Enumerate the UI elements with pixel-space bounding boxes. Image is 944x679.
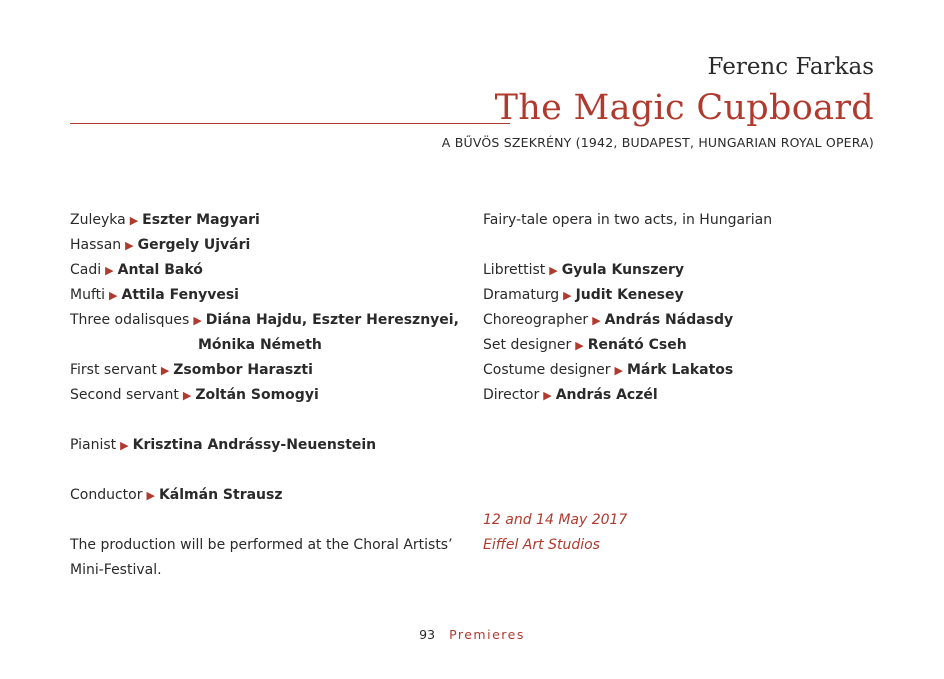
triangle-right-icon: ▶ [160,364,170,377]
cast-row [70,358,450,383]
title-rule [70,123,510,124]
crew-row [483,383,883,408]
performer-name: Diána Hajdu, Eszter Heresznyei, [205,312,459,328]
crew-name: Gyula Kunszery [561,262,685,278]
triangle-right-icon: ▶ [146,489,155,502]
role-label: Dramaturg [483,287,560,303]
crew-row [483,358,883,383]
role-label: Cadi [70,262,102,278]
composer-name: Ferenc Farkas [707,54,874,80]
cast-row [70,208,450,233]
role-label: Pianist [70,437,117,453]
role-label: Librettist [483,262,546,278]
crew-name: Renátó Cseh [587,337,687,353]
triangle-right-icon: ▶ [543,389,552,402]
cast-row [70,383,450,408]
role-label: Three odalisques [70,312,190,328]
performer-name: Zsombor Haraszti [173,362,313,378]
crew-name: Márk Lakatos [626,362,734,378]
role-label: Mufti [70,287,106,303]
opera-subtitle: A BŰVÖS SZEKRÉNY (1942, BUDAPEST, HUNGARIAN ROYAL OPERA) [441,135,874,150]
cast-column [70,208,459,583]
crew-row [483,333,883,358]
triangle-right-icon: ▶ [575,339,584,352]
crew-row [483,283,883,308]
cast-row [70,258,450,283]
triangle-right-icon: ▶ [109,289,118,302]
role-label: Set designer [483,337,572,353]
performer-name: Krisztina Andrássy-Neuenstein [132,437,377,453]
triangle-right-icon: ▶ [125,239,134,252]
triangle-right-icon: ▶ [549,264,558,277]
cast-row [70,283,450,308]
role-label: Costume designer [483,362,611,378]
page-footer [0,627,944,642]
role-label: Conductor [70,487,143,503]
role-label: Director [483,387,540,403]
role-label: Choreographer [483,312,589,328]
page-number: 93 [419,627,436,642]
cast-row-continuation [70,333,450,358]
cast-row [70,308,459,333]
triangle-right-icon: ▶ [614,364,623,377]
opera-description: Fairy-tale opera in two acts, in Hungarian [483,212,773,228]
crew-column [483,208,883,558]
triangle-right-icon: ▶ [182,389,192,402]
production-note-line: Mini-Festival. [70,562,162,578]
performer-name: Eszter Magyari [142,212,260,228]
performance-dates: 12 and 14 May 2017 [483,512,628,528]
performer-name: Mónika Németh [198,337,322,353]
role-label: Second servant [70,387,179,403]
triangle-right-icon: ▶ [193,314,202,327]
conductor-row [70,483,450,508]
role-label: Zuleyka [70,212,126,228]
triangle-right-icon: ▶ [129,214,139,227]
role-label: First servant [70,362,157,378]
triangle-right-icon: ▶ [105,264,114,277]
triangle-right-icon: ▶ [592,314,601,327]
crew-row [483,258,883,283]
production-note-line: The production will be performed at the Choral Artists’ [70,537,453,553]
pianist-row [70,433,450,458]
crew-name: Judit Kenesey [575,287,684,303]
crew-name: András Nádasdy [604,312,734,328]
crew-row [483,308,883,333]
role-label: Hassan [70,237,122,253]
triangle-right-icon: ▶ [563,289,572,302]
venue: Eiffel Art Studios [483,537,600,553]
performer-name: Attila Fenyvesi [121,287,239,303]
triangle-right-icon: ▶ [120,439,129,452]
crew-name: András Aczél [555,387,658,403]
performer-name: Zoltán Somogyi [195,387,319,403]
performer-name: Gergely Ujvári [137,237,251,253]
performer-name: Kálmán Strausz [158,487,283,503]
performer-name: Antal Bakó [117,262,203,278]
section-label: Premieres [449,627,525,642]
cast-row [70,233,450,258]
opera-title: The Magic Cupboard [494,88,874,128]
